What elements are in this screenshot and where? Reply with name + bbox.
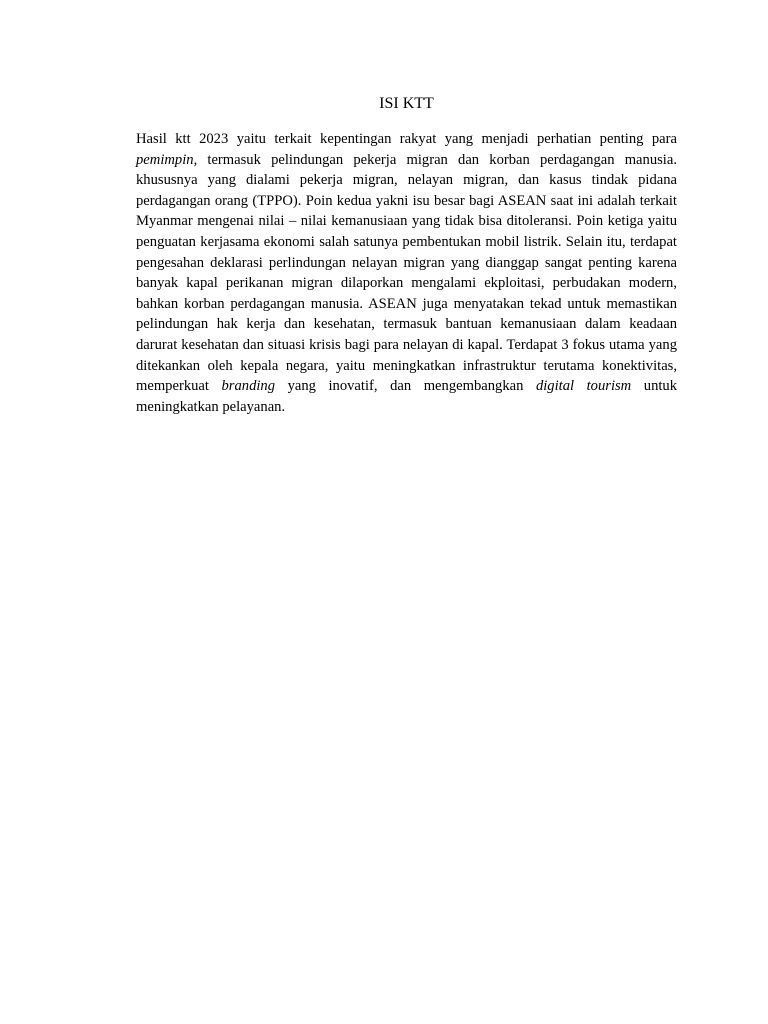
italic-text-run: pemimpin: [136, 151, 194, 168]
text-run: Hasil ktt 2023 yaitu terkait kepentingan rakyat yang menjadi perhatian penting para: [136, 131, 677, 147]
body-paragraph: [136, 129, 677, 417]
document-title: ISI KTT: [379, 95, 434, 112]
text-run: untuk meningkatkan pelayanan.: [136, 378, 678, 415]
text-run: , termasuk pelindungan pekerja migran dan korban perdagangan manusia. khususnya yang dialami pekerja migran, nelayan migran, dan kasus tindak pidana perdagangan orang (TPPO). Poin kedua yakni isu besar bagi ASEAN saat ini adalah terkait Myanmar mengenai nilai – nilai kemanusiaan yang tidak bisa ditoleransi. Poin ketiga yaitu penguatan kerjasama ekonomi salah satunya pembentukan mobil listrik. Selain itu, terdapat pengesahan deklarasi perlindungan nelayan migran yang dianggap sangat penting karena banyak kapal perikanan migran dilaporkan mengalami ekploitasi, perbudakan modern, bahkan korban perdagangan manusia. ASEAN juga menyatakan tekad untuk memastikan pelindungan hak kerja dan kesehatan, termasuk bantuan kemanusiaan dalam keadaan darurat kesehatan dan situasi krisis bagi para nelayan di kapal. Terdapat 3 fokus utama yang ditekankan oleh kepala negara, yaitu meningkatkan infrastruktur terutama konektivitas, memperkuat: [136, 151, 677, 395]
text-run: yang inovatif, dan mengembangkan: [275, 378, 536, 395]
italic-text-run: branding: [221, 378, 276, 395]
italic-text-run: digital tourism: [535, 378, 632, 395]
document-content: [136, 94, 677, 417]
